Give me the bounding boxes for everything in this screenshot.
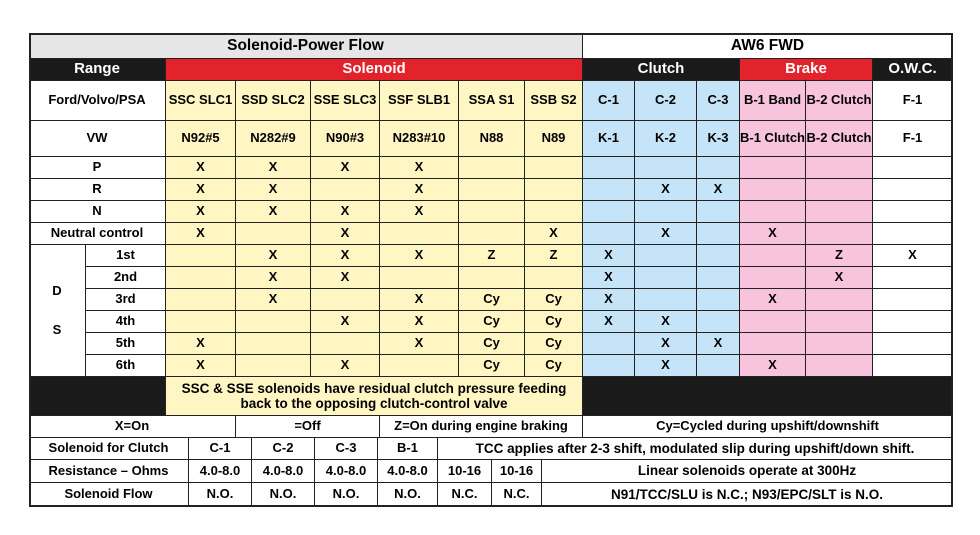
state-cell: X [166, 223, 236, 245]
solenoid-flow-value: N.O. [378, 483, 438, 507]
state-cell: Z [806, 245, 873, 267]
state-cell [459, 267, 525, 289]
state-cell [583, 179, 635, 201]
state-cell [635, 157, 697, 179]
state-cell [806, 179, 873, 201]
state-cell: X [311, 311, 380, 333]
resistance-value: 4.0-8.0 [252, 460, 315, 483]
solenoid-flow-label: Solenoid Flow [29, 483, 189, 507]
state-cell [635, 267, 697, 289]
state-cell [380, 355, 459, 377]
state-cell: Z [525, 245, 583, 267]
state-cell [697, 201, 740, 223]
state-cell: X [380, 201, 459, 223]
state-cell: X [166, 157, 236, 179]
solenoid-for-clutch-label: Solenoid for Clutch [29, 438, 189, 460]
state-cell: X [236, 179, 311, 201]
state-cell: X [583, 245, 635, 267]
state-cell: X [583, 289, 635, 311]
state-cell: X [380, 157, 459, 179]
state-cell: X [380, 289, 459, 311]
state-cell: Cy [459, 289, 525, 311]
state-cell [635, 201, 697, 223]
vw-designation: N283#10 [380, 121, 459, 157]
vw-designation: N90#3 [311, 121, 380, 157]
state-cell [525, 201, 583, 223]
state-cell [697, 267, 740, 289]
solenoid-flow-note: N91/TCC/SLU is N.C.; N93/EPC/SLT is N.O. [542, 483, 953, 507]
state-cell: X [311, 245, 380, 267]
chart-title: Solenoid-Power Flow [29, 33, 583, 59]
clutch-header: Clutch [583, 59, 740, 81]
range-label: P [29, 157, 166, 179]
sport-label: S [52, 321, 62, 337]
state-cell: Z [459, 245, 525, 267]
ford-designation: B-2 Clutch [806, 81, 873, 121]
state-cell [873, 201, 953, 223]
state-cell [806, 311, 873, 333]
vw-designation: N92#5 [166, 121, 236, 157]
solenoid-flow-value: N.C. [492, 483, 542, 507]
state-cell [236, 355, 311, 377]
vw-designation: B-1 Clutch [740, 121, 806, 157]
state-cell: Cy [525, 355, 583, 377]
range-header: Range [29, 59, 166, 81]
ford-label: Ford/Volvo/PSA [29, 81, 166, 121]
state-cell [740, 311, 806, 333]
tcc-note: TCC applies after 2-3 shift, modulated slip during upshift/down shift. [438, 438, 953, 460]
state-cell [873, 223, 953, 245]
solenoid-flow-value: N.O. [189, 483, 252, 507]
state-cell: X [236, 157, 311, 179]
state-cell [740, 245, 806, 267]
resistance-value: 10-16 [492, 460, 542, 483]
state-cell: X [380, 179, 459, 201]
ds-label [29, 245, 86, 377]
solenoid-for-clutch-value: B-1 [378, 438, 438, 460]
gear-label: 3rd [86, 289, 166, 311]
vw-designation: K-2 [635, 121, 697, 157]
state-cell [236, 311, 311, 333]
state-cell: X [525, 223, 583, 245]
state-cell: Cy [459, 355, 525, 377]
state-cell [740, 157, 806, 179]
state-cell [583, 201, 635, 223]
state-cell: X [697, 333, 740, 355]
state-cell [380, 267, 459, 289]
vw-designation: B-2 Clutch [806, 121, 873, 157]
state-cell: X [236, 289, 311, 311]
residual-pressure-note: SSC & SSE solenoids have residual clutch pressure feeding back to the opposing clutch-control valve [166, 377, 583, 416]
state-cell: X [806, 267, 873, 289]
range-label: N [29, 201, 166, 223]
solenoid-flow-value: N.C. [438, 483, 492, 507]
solenoid-flow-value: N.O. [252, 483, 315, 507]
legend-x-on: X=On [29, 416, 236, 438]
state-cell [459, 157, 525, 179]
state-cell [806, 355, 873, 377]
state-cell [873, 267, 953, 289]
state-cell: Cy [459, 311, 525, 333]
state-cell [459, 179, 525, 201]
vw-designation: K-1 [583, 121, 635, 157]
state-cell [525, 267, 583, 289]
state-cell [873, 179, 953, 201]
state-cell [697, 289, 740, 311]
state-cell [311, 179, 380, 201]
state-cell [697, 157, 740, 179]
ford-designation: B-1 Band [740, 81, 806, 121]
state-cell: X [635, 179, 697, 201]
solenoid-flow-value: N.O. [315, 483, 378, 507]
state-cell [236, 333, 311, 355]
state-cell: X [166, 355, 236, 377]
solenoid-header: Solenoid [166, 59, 583, 81]
state-cell: X [311, 355, 380, 377]
vw-designation: N282#9 [236, 121, 311, 157]
owc-header: O.W.C. [873, 59, 953, 81]
state-cell [740, 179, 806, 201]
state-cell [873, 333, 953, 355]
state-cell [697, 355, 740, 377]
state-cell: X [166, 179, 236, 201]
state-cell [697, 223, 740, 245]
state-cell: X [380, 333, 459, 355]
gear-label: 4th [86, 311, 166, 333]
ford-designation: C-1 [583, 81, 635, 121]
ford-designation: SSB S2 [525, 81, 583, 121]
ford-designation: SSC SLC1 [166, 81, 236, 121]
state-cell: X [873, 245, 953, 267]
state-cell [635, 289, 697, 311]
state-cell [236, 223, 311, 245]
state-cell: X [236, 267, 311, 289]
state-cell [873, 289, 953, 311]
state-cell [806, 223, 873, 245]
vw-designation: N89 [525, 121, 583, 157]
note-black-right [583, 377, 953, 416]
state-cell [583, 223, 635, 245]
state-cell: Cy [525, 289, 583, 311]
state-cell [166, 245, 236, 267]
state-cell [311, 333, 380, 355]
ford-designation: C-2 [635, 81, 697, 121]
gear-label: 1st [86, 245, 166, 267]
resistance-note: Linear solenoids operate at 300Hz [542, 460, 953, 483]
state-cell: X [583, 311, 635, 333]
state-cell [806, 157, 873, 179]
state-cell [459, 201, 525, 223]
state-cell [740, 201, 806, 223]
legend-cy: Cy=Cycled during upshift/downshift [583, 416, 953, 438]
state-cell [583, 157, 635, 179]
ford-designation: SSF SLB1 [380, 81, 459, 121]
state-cell [740, 333, 806, 355]
state-cell [697, 245, 740, 267]
ford-designation: SSD SLC2 [236, 81, 311, 121]
transmission-title: AW6 FWD [583, 33, 953, 59]
legend-off: =Off [236, 416, 380, 438]
state-cell [873, 157, 953, 179]
state-cell: X [740, 223, 806, 245]
state-cell: X [380, 311, 459, 333]
state-cell [635, 245, 697, 267]
state-cell [697, 311, 740, 333]
state-cell: X [635, 223, 697, 245]
resistance-value: 10-16 [438, 460, 492, 483]
gear-label: 6th [86, 355, 166, 377]
ford-designation: F-1 [873, 81, 953, 121]
vw-label: VW [29, 121, 166, 157]
state-cell [806, 201, 873, 223]
state-cell: X [583, 267, 635, 289]
state-cell [525, 157, 583, 179]
state-cell [583, 355, 635, 377]
gear-label: 2nd [86, 267, 166, 289]
state-cell: Cy [525, 311, 583, 333]
brake-header: Brake [740, 59, 873, 81]
vw-designation: K-3 [697, 121, 740, 157]
state-cell: X [236, 201, 311, 223]
resistance-value: 4.0-8.0 [189, 460, 252, 483]
state-cell: X [311, 267, 380, 289]
state-cell: X [635, 333, 697, 355]
state-cell [740, 267, 806, 289]
state-cell [166, 289, 236, 311]
state-cell: X [635, 355, 697, 377]
range-label: R [29, 179, 166, 201]
state-cell: X [740, 289, 806, 311]
solenoid-for-clutch-value: C-2 [252, 438, 315, 460]
gear-label: 5th [86, 333, 166, 355]
state-cell: X [740, 355, 806, 377]
state-cell: Cy [525, 333, 583, 355]
note-black-left [29, 377, 166, 416]
state-cell [166, 267, 236, 289]
state-cell: Cy [459, 333, 525, 355]
state-cell: X [697, 179, 740, 201]
resistance-value: 4.0-8.0 [315, 460, 378, 483]
range-label: Neutral control [29, 223, 166, 245]
state-cell: X [311, 201, 380, 223]
resistance-label: Resistance – Ohms [29, 460, 189, 483]
state-cell [166, 311, 236, 333]
state-cell [380, 223, 459, 245]
state-cell: X [236, 245, 311, 267]
drive-label: D [52, 282, 62, 298]
state-cell [806, 333, 873, 355]
vw-designation: N88 [459, 121, 525, 157]
state-cell: X [635, 311, 697, 333]
state-cell [873, 311, 953, 333]
ford-designation: C-3 [697, 81, 740, 121]
state-cell: X [311, 157, 380, 179]
state-cell [583, 333, 635, 355]
state-cell: X [166, 201, 236, 223]
state-cell [873, 355, 953, 377]
state-cell: X [311, 223, 380, 245]
solenoid-for-clutch-value: C-3 [315, 438, 378, 460]
state-cell [525, 179, 583, 201]
vw-designation: F-1 [873, 121, 953, 157]
state-cell: X [166, 333, 236, 355]
legend-z-on: Z=On during engine braking [380, 416, 583, 438]
state-cell: X [380, 245, 459, 267]
ford-designation: SSA S1 [459, 81, 525, 121]
solenoid-for-clutch-value: C-1 [189, 438, 252, 460]
state-cell [459, 223, 525, 245]
resistance-value: 4.0-8.0 [378, 460, 438, 483]
ford-designation: SSE SLC3 [311, 81, 380, 121]
state-cell [311, 289, 380, 311]
state-cell [806, 289, 873, 311]
